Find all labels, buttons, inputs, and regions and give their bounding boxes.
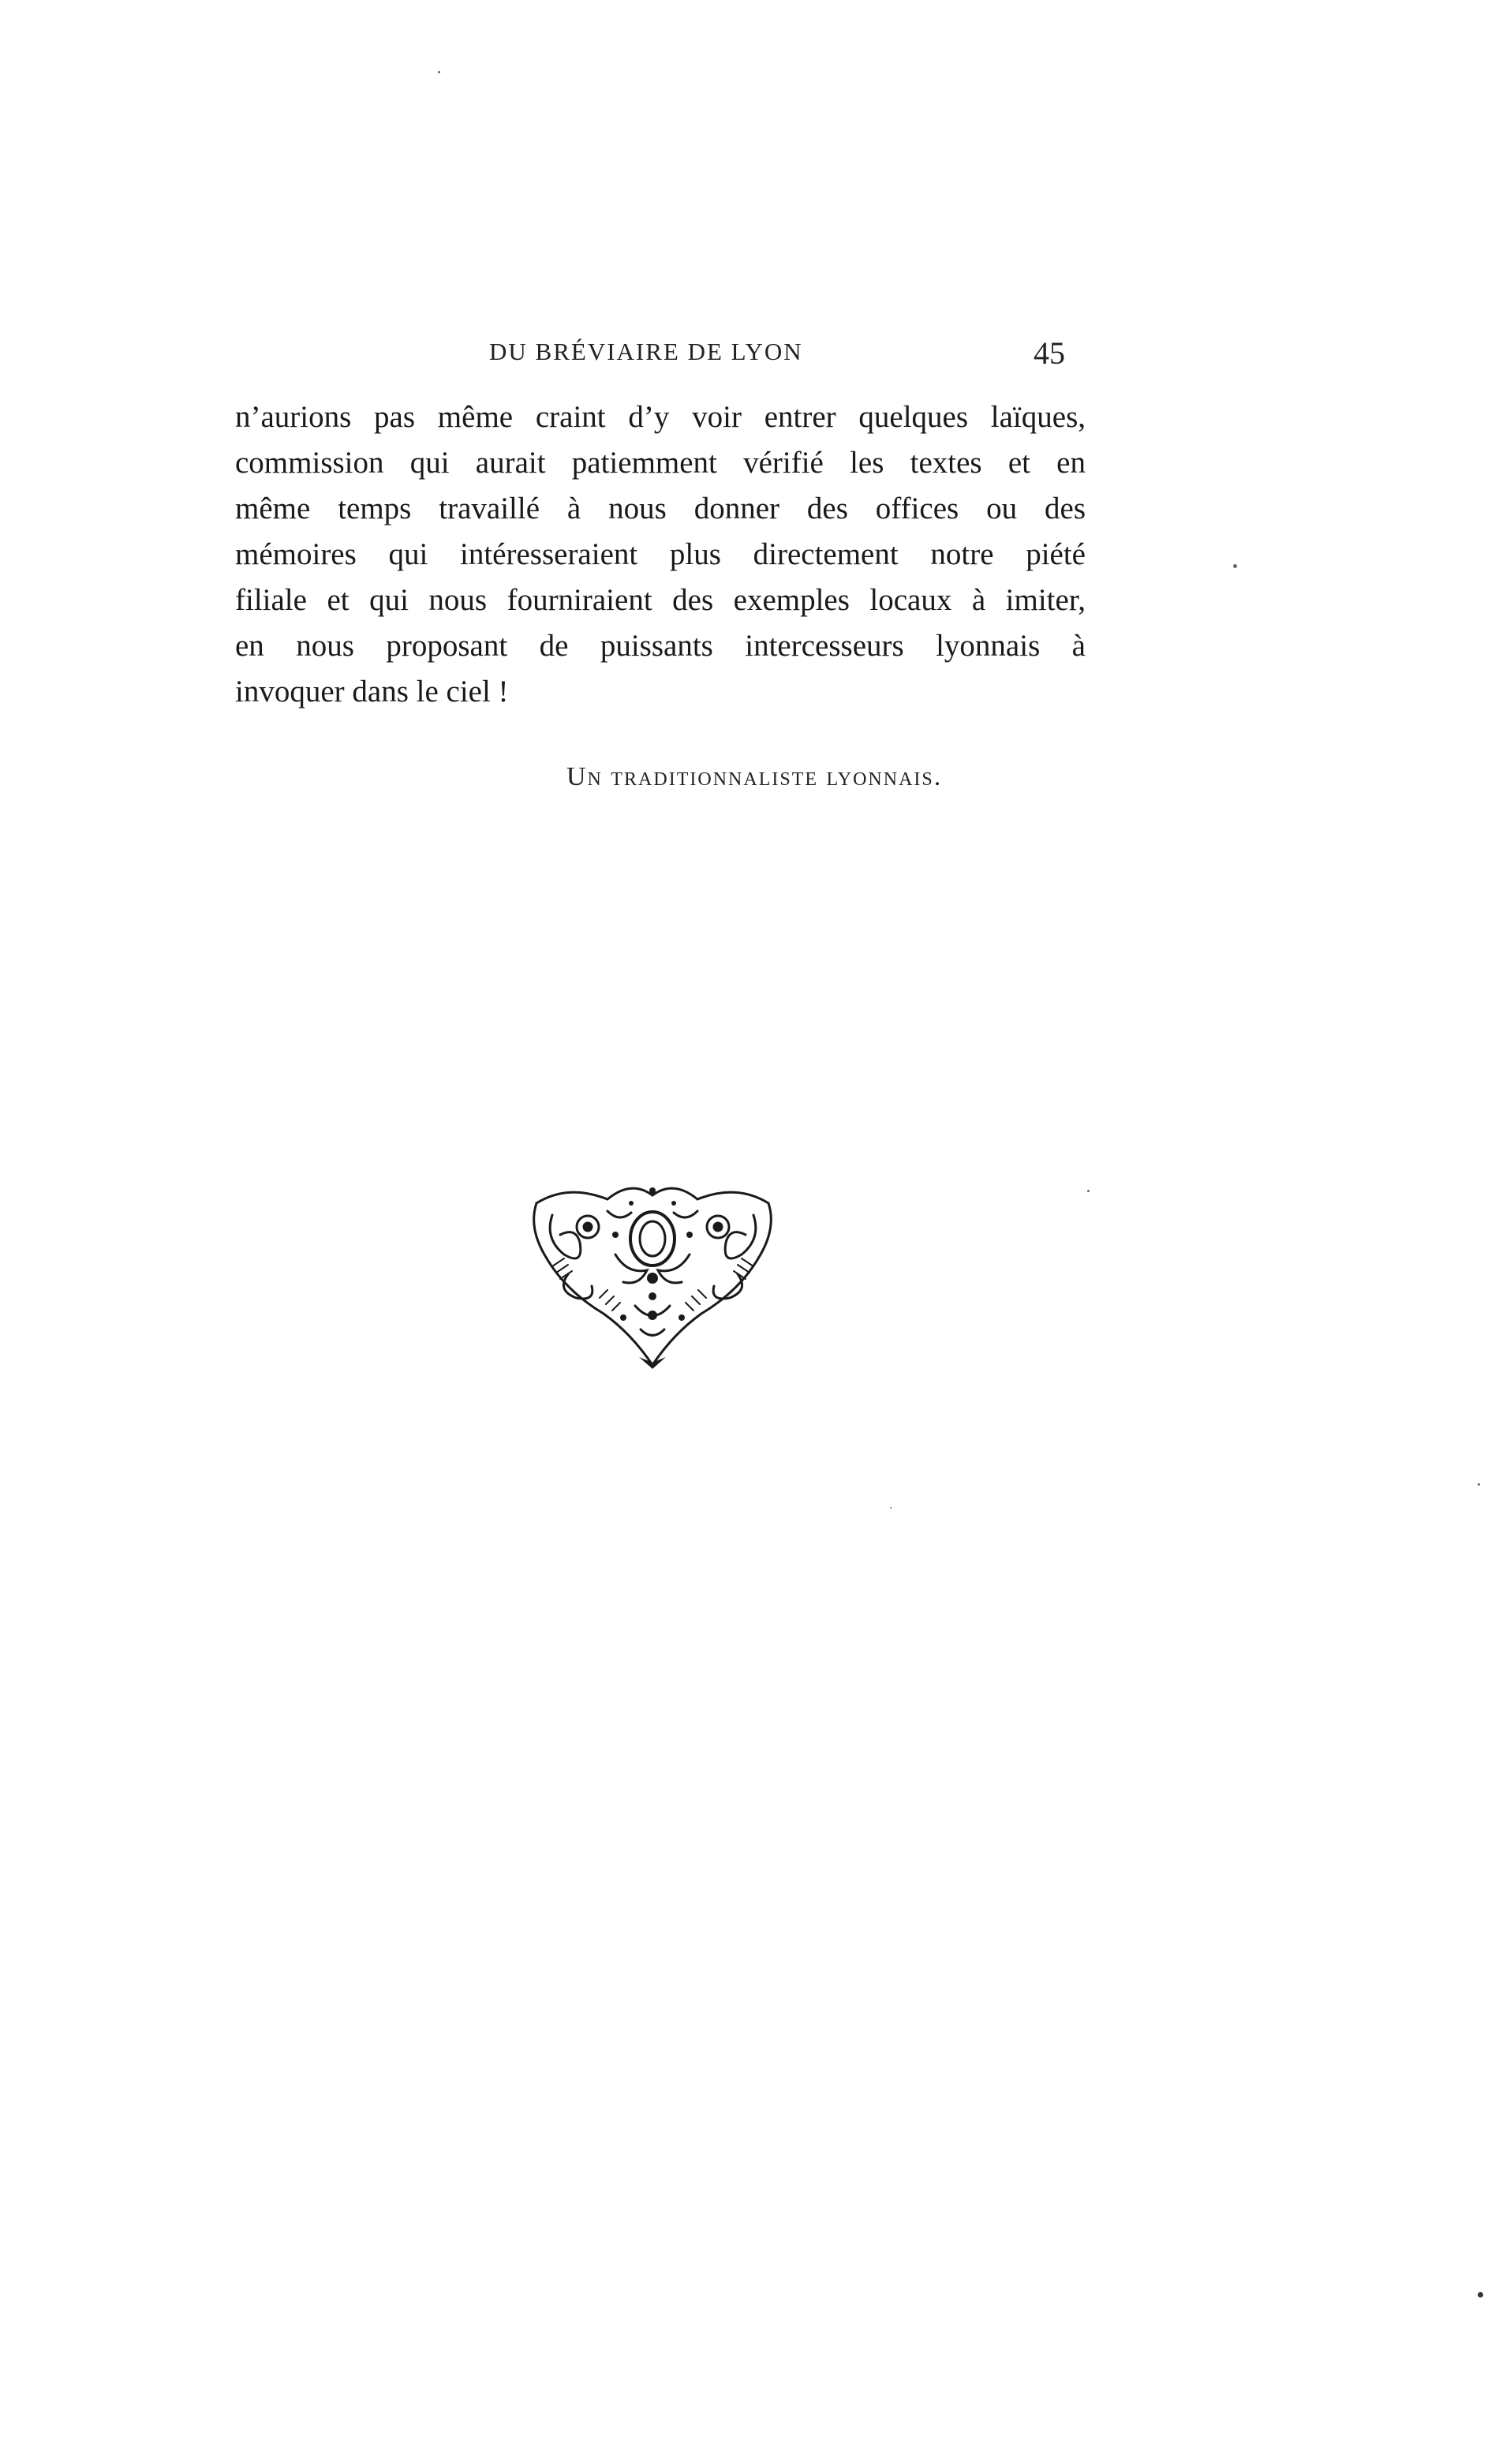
author-signature: Un traditionnaliste lyonnais. — [566, 762, 943, 791]
scan-speck — [1478, 2292, 1483, 2298]
scan-speck — [1233, 564, 1237, 568]
paragraph-line: n’aurions pas même craint d’y voir entrer quelques laïques, — [235, 400, 1086, 434]
scan-speck — [890, 1507, 892, 1509]
body-paragraph — [235, 394, 1086, 715]
running-head: DU BRÉVIAIRE DE LYON — [489, 338, 803, 365]
baroque-tailpiece-ornament-icon — [521, 1180, 785, 1373]
scan-speck — [438, 71, 440, 73]
paragraph-line: en nous proposant de puissants intercesseurs lyonnais à — [235, 629, 1086, 663]
paragraph-line: mémoires qui intéresseraient plus directement notre piété — [235, 537, 1086, 571]
page-number: 45 — [1034, 335, 1065, 371]
paragraph-line: commission qui aurait patiemment vérifié les textes et en — [235, 446, 1086, 480]
scan-speck — [1087, 1190, 1090, 1192]
scan-speck — [1478, 1483, 1480, 1486]
paragraph-line: même temps travaillé à nous donner des offices ou des — [235, 492, 1086, 525]
paragraph-line: invoquer dans le ciel ! — [235, 675, 509, 709]
paragraph-line: filiale et qui nous fourniraient des exemples locaux à imiter, — [235, 583, 1086, 617]
